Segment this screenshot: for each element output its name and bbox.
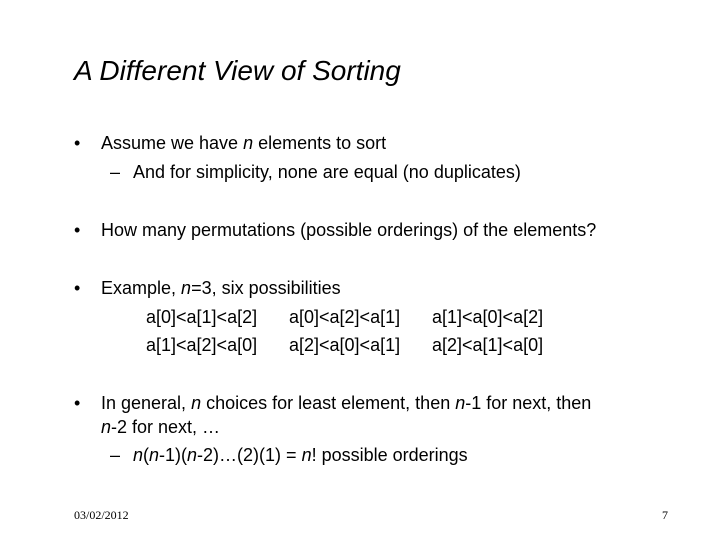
bullet-marker: • — [74, 133, 81, 153]
footer-page-number: 7 — [662, 508, 668, 522]
var-n: n — [301, 445, 312, 465]
permutation-item: a[2]<a[1]<a[0] — [432, 335, 544, 355]
permutation-item: a[2]<a[0]<a[1] — [289, 335, 401, 355]
bullet-marker: • — [74, 220, 81, 240]
bullet-assume — [101, 131, 386, 155]
bullet-example-pre: Example, — [101, 278, 182, 298]
slide-title: A Different View of Sorting — [74, 55, 401, 86]
var-n: n — [187, 445, 198, 465]
var-n: n — [243, 133, 254, 153]
var-n: n — [455, 393, 466, 413]
text-segment: -1)( — [159, 445, 188, 465]
var-n: n — [181, 278, 192, 298]
sub-bullet-formula — [133, 443, 468, 467]
footer-date: 03/02/2012 — [74, 508, 129, 522]
text-segment: ( — [143, 445, 150, 465]
text-segment: -2)…(2)(1) = — [197, 445, 302, 465]
bullet-assume-pre: Assume we have — [101, 133, 244, 153]
bullet-general-line1 — [101, 391, 591, 415]
text-segment: -1 for next, then — [465, 393, 592, 413]
bullet-marker: • — [74, 393, 81, 413]
permutation-item: a[1]<a[2]<a[0] — [146, 335, 258, 355]
text-segment: In general, — [101, 393, 192, 413]
bullet-example — [101, 276, 341, 300]
var-n: n — [191, 393, 202, 413]
var-n: n — [149, 445, 160, 465]
permutation-item: a[0]<a[1]<a[2] — [146, 307, 258, 327]
sub-bullet-no-duplicates: And for simplicity, none are equal (no duplicates) — [133, 162, 521, 182]
bullet-marker: • — [74, 278, 81, 298]
var-n: n — [133, 445, 144, 465]
bullet-general-line2 — [101, 415, 220, 439]
text-segment: choices for least element, then — [201, 393, 456, 413]
bullet-permutations: How many permutations (possible orderings) of the elements? — [101, 220, 597, 240]
bullet-example-post: =3, six possibilities — [191, 278, 341, 298]
permutation-item: a[0]<a[2]<a[1] — [289, 307, 401, 327]
text-segment: -2 for next, … — [111, 417, 221, 437]
var-n: n — [101, 417, 112, 437]
dash-marker: – — [110, 445, 121, 465]
bullet-assume-post: elements to sort — [253, 133, 387, 153]
permutation-item: a[1]<a[0]<a[2] — [432, 307, 544, 327]
text-segment: ! possible orderings — [311, 445, 468, 465]
dash-marker: – — [110, 162, 121, 182]
